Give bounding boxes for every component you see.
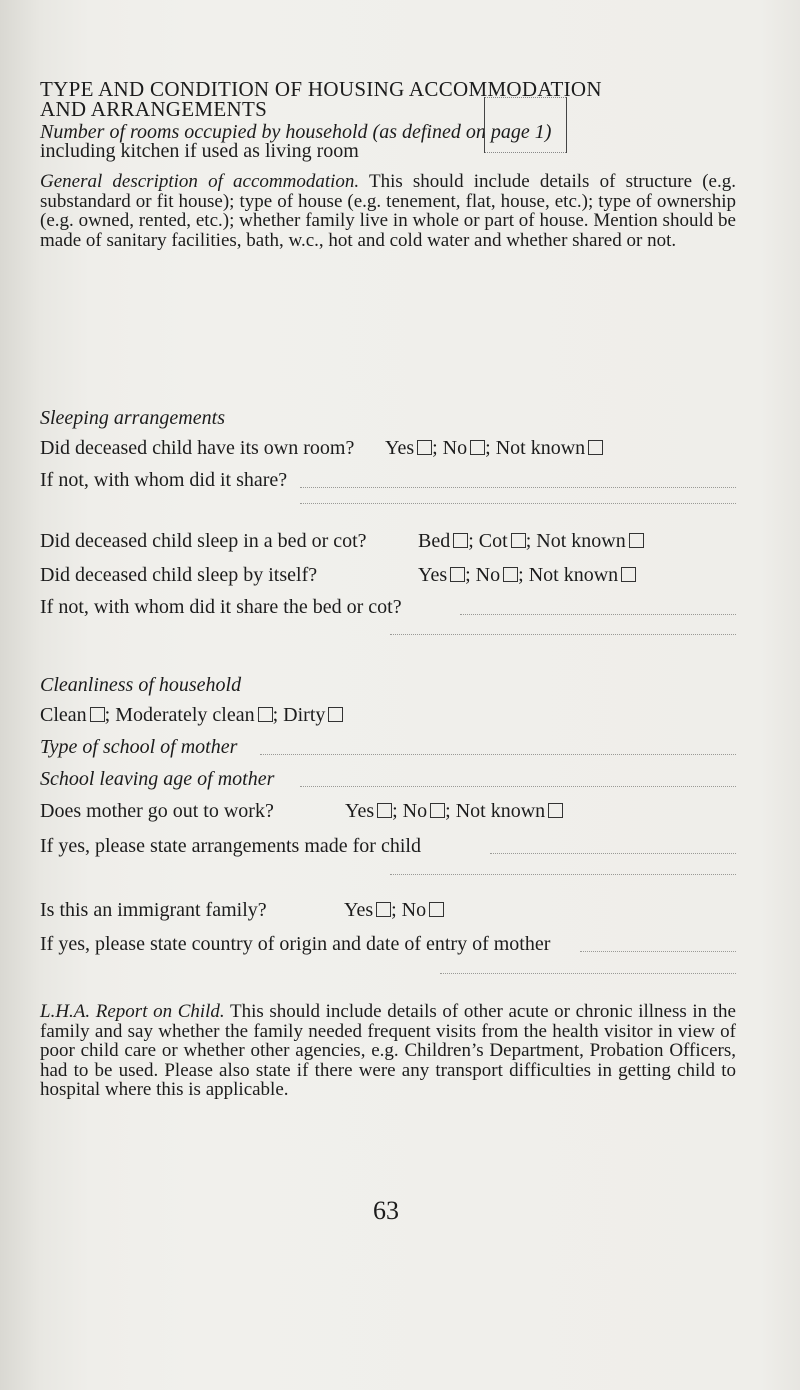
school-type-label: Type of school of mother [40,736,238,758]
immigrant-question: Is this an immigrant family? [40,899,267,921]
lha-report [40,1002,736,1100]
general-description-label: General description of accommodation. [40,171,360,192]
school-type-answer-line[interactable] [260,754,736,755]
share-bed-answer-line[interactable] [460,614,736,615]
share-room-question: If not, with whom did it share? [40,469,288,491]
rooms-count-field[interactable] [484,97,567,153]
bed-cot-question: Did deceased child sleep in a bed or cot? [40,530,367,552]
cot-checkbox[interactable] [511,533,526,548]
bed-checkbox[interactable] [453,533,468,548]
immigrant-no-checkbox[interactable] [429,902,444,917]
general-description [40,172,736,250]
dirty-checkbox[interactable] [328,707,343,722]
form-title-line2: AND ARRANGEMENTS [40,97,268,121]
mother-work-no-checkbox[interactable] [430,803,445,818]
lha-report-label: L.H.A. Report on Child. [40,1001,225,1022]
own-room-yes-checkbox[interactable] [417,440,432,455]
school-leaving-age-answer-line[interactable] [300,786,736,787]
bed-cot-options: Bed ; Cot ; Not known [418,530,644,552]
moderately-clean-checkbox[interactable] [258,707,273,722]
school-leaving-age-label: School leaving age of mother [40,768,275,790]
rooms-label-line2: including kitchen if used as living room [40,140,359,162]
sleep-itself-yes-checkbox[interactable] [450,567,465,582]
origin-question: If yes, please state country of origin and date of entry of mother [40,933,551,955]
mother-work-yes-checkbox[interactable] [377,803,392,818]
mother-work-question: Does mother go out to work? [40,800,274,822]
own-room-not-known-checkbox[interactable] [588,440,603,455]
origin-answer-line-2[interactable] [440,973,736,974]
own-room-no-checkbox[interactable] [470,440,485,455]
own-room-options: Yes ; No ; Not known [385,437,603,459]
lha-report-text: This should include details of other acute or chronic illness in the family and say whether the family needed frequent visits from the health visitor in view of poor child care or whether other agencies, e.g. Children’s Department, Probation Officers, had to be used. Please also state if there were any transport difficulties in getting child to hospital where this is applicable. [40,1001,736,1100]
rooms-label-line1: Number of rooms occupied by household (as defined on page 1) [40,121,552,143]
share-room-answer-line-2[interactable] [300,503,736,504]
share-room-answer-line[interactable] [300,487,736,488]
bed-not-known-checkbox[interactable] [629,533,644,548]
immigrant-yes-checkbox[interactable] [376,902,391,917]
own-room-question: Did deceased child have its own room? [40,437,355,459]
mother-work-not-known-checkbox[interactable] [548,803,563,818]
share-bed-answer-line-2[interactable] [390,634,736,635]
child-arrangements-answer-line-2[interactable] [390,874,736,875]
general-description-text: This should include details of structure (e.g. substandard or fit house); type of house (e.g. tenement, flat, house, etc.); type of ownership (e.g. owned, rented, etc.); whether family live in whole or part of house. Mention should be made of sanitary facilities, bath, w.c., hot and cold water and whether shared or not. [40,171,736,251]
cleanliness-options: Clean ; Moderately clean ; Dirty [40,704,343,726]
child-arrangements-question: If yes, please state arrangements made for child [40,835,421,857]
sleep-itself-question: Did deceased child sleep by itself? [40,564,318,586]
form-title-line1: TYPE AND CONDITION OF HOUSING ACCOMMODATION [40,77,602,101]
page-number: 63 [373,1196,399,1225]
origin-answer-line[interactable] [580,951,736,952]
clean-checkbox[interactable] [90,707,105,722]
sleep-itself-options: Yes ; No ; Not known [418,564,636,586]
sleep-itself-no-checkbox[interactable] [503,567,518,582]
child-arrangements-answer-line[interactable] [490,853,736,854]
sleep-itself-not-known-checkbox[interactable] [621,567,636,582]
sleeping-heading: Sleeping arrangements [40,407,225,429]
immigrant-options: Yes ; No [344,899,444,921]
mother-work-options: Yes ; No ; Not known [345,800,563,822]
share-bed-question: If not, with whom did it share the bed or cot? [40,596,402,618]
cleanliness-heading: Cleanliness of household [40,674,242,696]
